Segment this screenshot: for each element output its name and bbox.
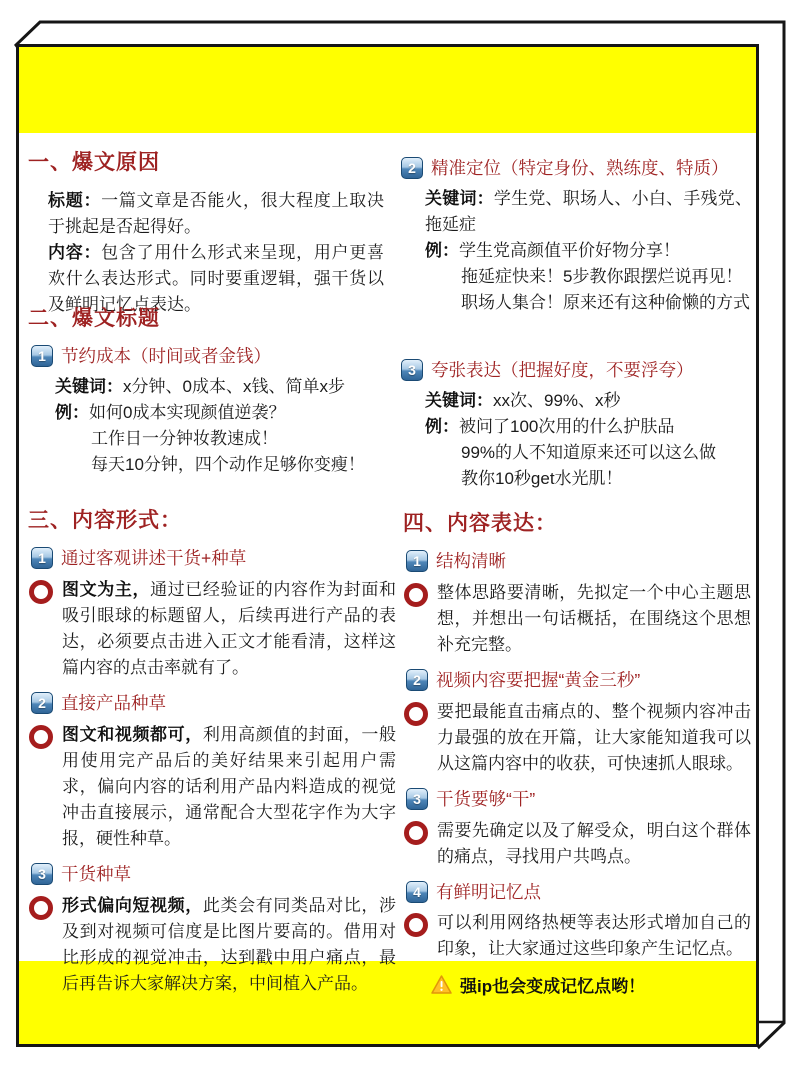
keywords-text: 学生党、职场人、小白、手残党、拖延症 bbox=[425, 189, 753, 234]
keywords-paragraph bbox=[55, 374, 388, 400]
bullet-paragraph bbox=[29, 893, 396, 997]
item-title-row bbox=[31, 546, 396, 570]
circle-bullet-icon bbox=[404, 913, 428, 937]
circle-bullet-icon bbox=[404, 583, 428, 607]
example-line-3: 教你10秒get水光肌！ bbox=[461, 469, 623, 488]
section-viral-titles bbox=[28, 305, 388, 478]
bullet-paragraph bbox=[404, 818, 751, 870]
number-badge-icon: 1 bbox=[31, 547, 53, 569]
bullet-paragraph bbox=[404, 699, 751, 777]
bullet-text: 需要先确定以及了解受众，明白这个群体的痛点，寻找用户共鸣点。 bbox=[437, 821, 751, 866]
example-line-3: 职场人集合！原来还有这种偷懒的方式 bbox=[461, 293, 750, 312]
bullet-body: 通过已经验证的内容作为封面和吸引眼球的标题留人，后续再进行产品的表达，必须要点击进入正文才能看清，这样这篇内容的点击率就有了。 bbox=[62, 580, 397, 677]
bullet-lead: 形式偏向短视频， bbox=[62, 896, 203, 915]
item-title: 有鲜明记忆点 bbox=[436, 882, 541, 902]
label-title: 标题： bbox=[48, 191, 102, 210]
item-title-row bbox=[31, 691, 396, 715]
bullet-text: 整体思路要清晰，先拟定一个中心主题思想，并想出一句话概括，在围绕这个思想补充完整。 bbox=[437, 583, 751, 654]
bullet-text bbox=[62, 577, 396, 681]
section-heading: 二、爆文标题 bbox=[28, 307, 160, 330]
number-badge-icon: 2 bbox=[406, 669, 428, 691]
bullet-text bbox=[62, 722, 396, 852]
section-heading: 三、内容形式： bbox=[28, 509, 182, 532]
label-example: 例： bbox=[55, 403, 89, 422]
item-title-row bbox=[406, 880, 751, 904]
bullet-paragraph bbox=[404, 580, 751, 658]
bullet-body: 此类会有同类品对比，涉及到对视频可信度是比图片要高的。借用对比形成的视觉冲击，达到戳中用户痛点，最后再告诉大家解决方案，中间植入产品。 bbox=[62, 896, 397, 993]
example-paragraph bbox=[425, 414, 752, 440]
section-heading: 一、爆文原因 bbox=[28, 151, 160, 174]
text-title: 一篇文章是否能火，很大程度上取决于挑起是否起得好。 bbox=[48, 191, 385, 236]
number-badge-icon: 3 bbox=[401, 359, 423, 381]
item-title-row bbox=[406, 787, 751, 811]
bullet-lead: 图文和视频都可， bbox=[62, 725, 203, 744]
number-badge-icon: 1 bbox=[31, 345, 53, 367]
label-content: 内容： bbox=[48, 243, 102, 262]
bullet-paragraph bbox=[29, 577, 396, 681]
number-badge-icon: 2 bbox=[401, 157, 423, 179]
example-line-2: 工作日一分钟妆教速成！ bbox=[91, 429, 278, 448]
example-line-2: 99%的人不知道原来还可以这么做 bbox=[461, 443, 717, 462]
item-title: 通过客观讲述干货+种草 bbox=[61, 548, 247, 568]
example-line-1: 学生党高颜值平价好物分享！ bbox=[459, 241, 680, 260]
text-content: 包含了用什么形式来呈现，用户更喜欢什么表达形式。同时要重逻辑，强干货以及鲜明记忆点表达。 bbox=[48, 243, 385, 314]
warning-note bbox=[431, 972, 751, 997]
bullet-paragraph bbox=[404, 910, 751, 962]
item-title-row bbox=[406, 668, 751, 692]
keywords-paragraph bbox=[425, 186, 752, 238]
circle-bullet-icon bbox=[404, 821, 428, 845]
circle-bullet-icon bbox=[404, 702, 428, 726]
item-title-row bbox=[31, 344, 388, 368]
keywords-text: xx次、99%、x秒 bbox=[493, 391, 621, 410]
circle-bullet-icon bbox=[29, 896, 53, 920]
warning-triangle-icon bbox=[431, 975, 452, 994]
circle-bullet-icon bbox=[29, 580, 53, 604]
bullet-paragraph bbox=[29, 722, 396, 852]
item-title: 直接产品种草 bbox=[61, 693, 166, 713]
section-viral-reasons bbox=[28, 149, 384, 318]
item-title-row bbox=[401, 358, 752, 382]
keywords-paragraph bbox=[425, 388, 752, 414]
label-keywords: 关键词： bbox=[425, 391, 493, 410]
item-title: 干货要够“干” bbox=[436, 789, 536, 809]
front-page bbox=[16, 44, 759, 1047]
keywords-text: x分钟、0成本、x钱、简单x步 bbox=[123, 377, 345, 396]
section-content-expression bbox=[403, 510, 751, 997]
section-heading: 四、内容表达： bbox=[403, 512, 557, 535]
example-line-1: 被问了100次用的什么护肤品 bbox=[459, 417, 675, 436]
example-paragraph bbox=[55, 400, 388, 426]
item-title-row bbox=[406, 549, 751, 573]
item-precise-positioning bbox=[398, 146, 752, 316]
item-title: 节约成本（时间或者金钱） bbox=[61, 346, 271, 366]
item-exaggerated-expression bbox=[398, 348, 752, 492]
bullet-body: 利用高颜值的封面，一般用使用完产品后的美好结果来引起用户需求，偏向内容的话利用产品内料造成的视觉冲击直接展示，通常配合大型花字作为大字报，硬性种草。 bbox=[62, 725, 397, 848]
bullet-text: 要把最能直击痛点的、整个视频内容冲击力最强的放在开篇，让大家能知道我可以从这篇内容中的收获，可快速抓人眼球。 bbox=[437, 702, 751, 773]
label-keywords: 关键词： bbox=[55, 377, 123, 396]
bullet-text bbox=[62, 893, 396, 997]
bullet-lead: 图文为主， bbox=[62, 580, 151, 599]
number-badge-icon: 1 bbox=[406, 550, 428, 572]
item-title-row bbox=[401, 156, 752, 180]
example-paragraph bbox=[425, 238, 752, 264]
warning-text: 强ip也会变成记忆点哟！ bbox=[460, 977, 646, 996]
label-example: 例： bbox=[425, 417, 459, 436]
example-line-1: 如何0成本实现颜值逆袭？ bbox=[89, 403, 286, 422]
bullet-text: 可以利用网络热梗等表达形式增加自己的印象，让大家通过这些印象产生记忆点。 bbox=[437, 913, 751, 958]
number-badge-icon: 3 bbox=[31, 863, 53, 885]
item-title: 结构清晰 bbox=[436, 551, 506, 571]
label-example: 例： bbox=[425, 241, 459, 260]
circle-bullet-icon bbox=[29, 725, 53, 749]
label-keywords: 关键词： bbox=[425, 189, 494, 208]
example-line-3: 每天10分钟，四个动作足够你变瘦！ bbox=[91, 455, 365, 474]
item-title: 视频内容要把握“黄金三秒” bbox=[436, 670, 641, 690]
item-title: 干货种草 bbox=[61, 864, 131, 884]
yellow-band-top bbox=[19, 47, 756, 133]
example-line-2: 拖延症快来！5步教你跟摆烂说再见！ bbox=[461, 267, 743, 286]
number-badge-icon: 2 bbox=[31, 692, 53, 714]
number-badge-icon: 3 bbox=[406, 788, 428, 810]
paragraph-title bbox=[48, 188, 384, 240]
item-title: 夸张表达（把握好度，不要浮夸） bbox=[431, 360, 694, 380]
section-content-format bbox=[28, 507, 396, 1007]
item-title-row bbox=[31, 862, 396, 886]
number-badge-icon: 4 bbox=[406, 881, 428, 903]
item-title: 精准定位（特定身份、熟练度、特质） bbox=[431, 158, 729, 178]
